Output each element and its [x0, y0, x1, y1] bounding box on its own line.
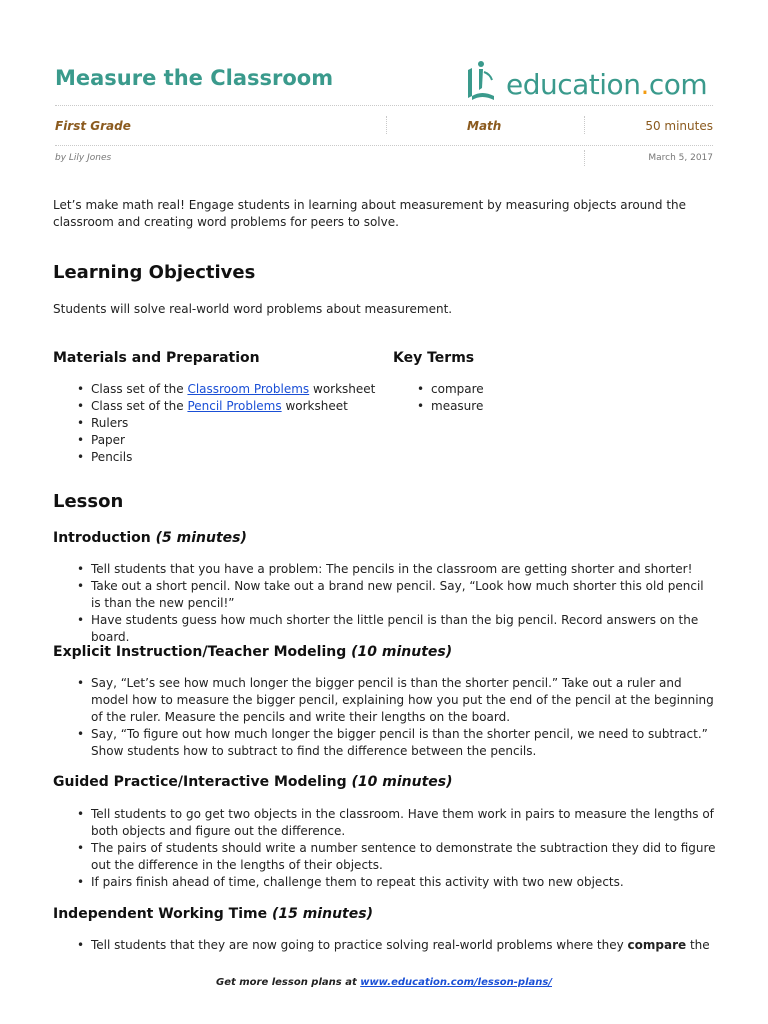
intro-paragraph: Let’s make math real! Engage students in learning about measurement by measuring objects around the classroom and creating word problems for peers to solve. — [53, 198, 687, 229]
lesson-plans-link[interactable]: www.education.com/lesson-plans/ — [360, 977, 552, 988]
list-item: • If pairs finish ahead of time, challenge them to repeat this activity with two new objects. — [53, 874, 717, 891]
lesson-heading: Lesson — [53, 491, 124, 512]
meta-separator — [584, 116, 585, 134]
logo-figure-icon — [460, 58, 500, 104]
list-item: • measure — [393, 398, 713, 415]
pencil-problems-link[interactable]: Pencil Problems — [187, 399, 282, 413]
list-item: • Tell students to go get two objects in the classroom. Have them work in pairs to measure the lengths of both objects and figure out the difference. — [53, 806, 717, 840]
list-item: • The pairs of students should write a number sentence to demonstrate the subtraction they did to figure out the difference in the lengths of their objects. — [53, 840, 717, 874]
author: by Lily Jones — [55, 153, 112, 163]
meta-separator — [584, 150, 585, 166]
logo-wordmark: education.com — [506, 68, 708, 101]
list-item: • Say, “To figure out how much longer the bigger pencil is than the shorter pencil, we need to subtract.” Show students how to subtract to find the difference between the pencils. — [53, 726, 717, 760]
introduction-list — [53, 561, 717, 646]
list-item: • Have students guess how much shorter the little pencil is than the big pencil. Record answers on the board. — [53, 612, 717, 646]
subject: Math — [467, 119, 502, 133]
list-item: • Tell students that they are now going to practice solving real-world problems where they compare the — [53, 937, 717, 954]
objectives-heading: Learning Objectives — [53, 262, 256, 283]
list-item: • Class set of the Classroom Problems worksheet — [53, 381, 393, 398]
list-item: • Tell students that you have a problem: The pencils in the classroom are getting shorter and shorter! — [53, 561, 717, 578]
publish-date: March 5, 2017 — [648, 153, 713, 163]
materials-list — [53, 381, 393, 466]
list-item: • Say, “Let’s see how much longer the bigger pencil is than the shorter pencil.” Take out a ruler and model how to measure the bigger pencil, explaining how you put the end of the pencil at the beginning of the ruler. Measure the pencils and write their lengths on the board. — [53, 675, 717, 726]
duration: 50 minutes — [645, 119, 713, 133]
materials-heading: Materials and Preparation — [53, 350, 260, 366]
meta-separator — [386, 116, 387, 134]
header-divider — [55, 105, 713, 106]
explicit-instruction-list — [53, 675, 717, 760]
list-item: • Take out a short pencil. Now take out a brand new pencil. Say, “Look how much shorter this old pencil is than the new pencil!” — [53, 578, 717, 612]
section-heading-independent-work: Independent Working Time (15 minutes) — [53, 906, 373, 922]
section-heading-explicit-instruction: Explicit Instruction/Teacher Modeling (10 minutes) — [53, 644, 453, 660]
key-terms-heading: Key Terms — [393, 350, 475, 366]
meta-divider — [55, 145, 713, 146]
education-logo[interactable] — [460, 58, 716, 104]
list-item: • Paper — [53, 432, 393, 449]
independent-work-list — [53, 937, 717, 954]
grade-level: First Grade — [55, 119, 131, 133]
list-item: • Pencils — [53, 449, 393, 466]
key-terms-list — [393, 381, 713, 415]
list-item: • Rulers — [53, 415, 393, 432]
footer: Get more lesson plans at www.education.com/lesson-plans/ — [215, 977, 552, 988]
page-title: Measure the Classroom — [55, 66, 334, 90]
section-heading-guided-practice: Guided Practice/Interactive Modeling (10 minutes) — [53, 774, 453, 790]
list-item: • Class set of the Pencil Problems worksheet — [53, 398, 393, 415]
list-item: • compare — [393, 381, 713, 398]
guided-practice-list — [53, 806, 717, 891]
section-heading-introduction: Introduction (5 minutes) — [53, 530, 247, 546]
objectives-text: Students will solve real-world word problems about measurement. — [53, 302, 453, 316]
classroom-problems-link[interactable]: Classroom Problems — [187, 382, 310, 396]
